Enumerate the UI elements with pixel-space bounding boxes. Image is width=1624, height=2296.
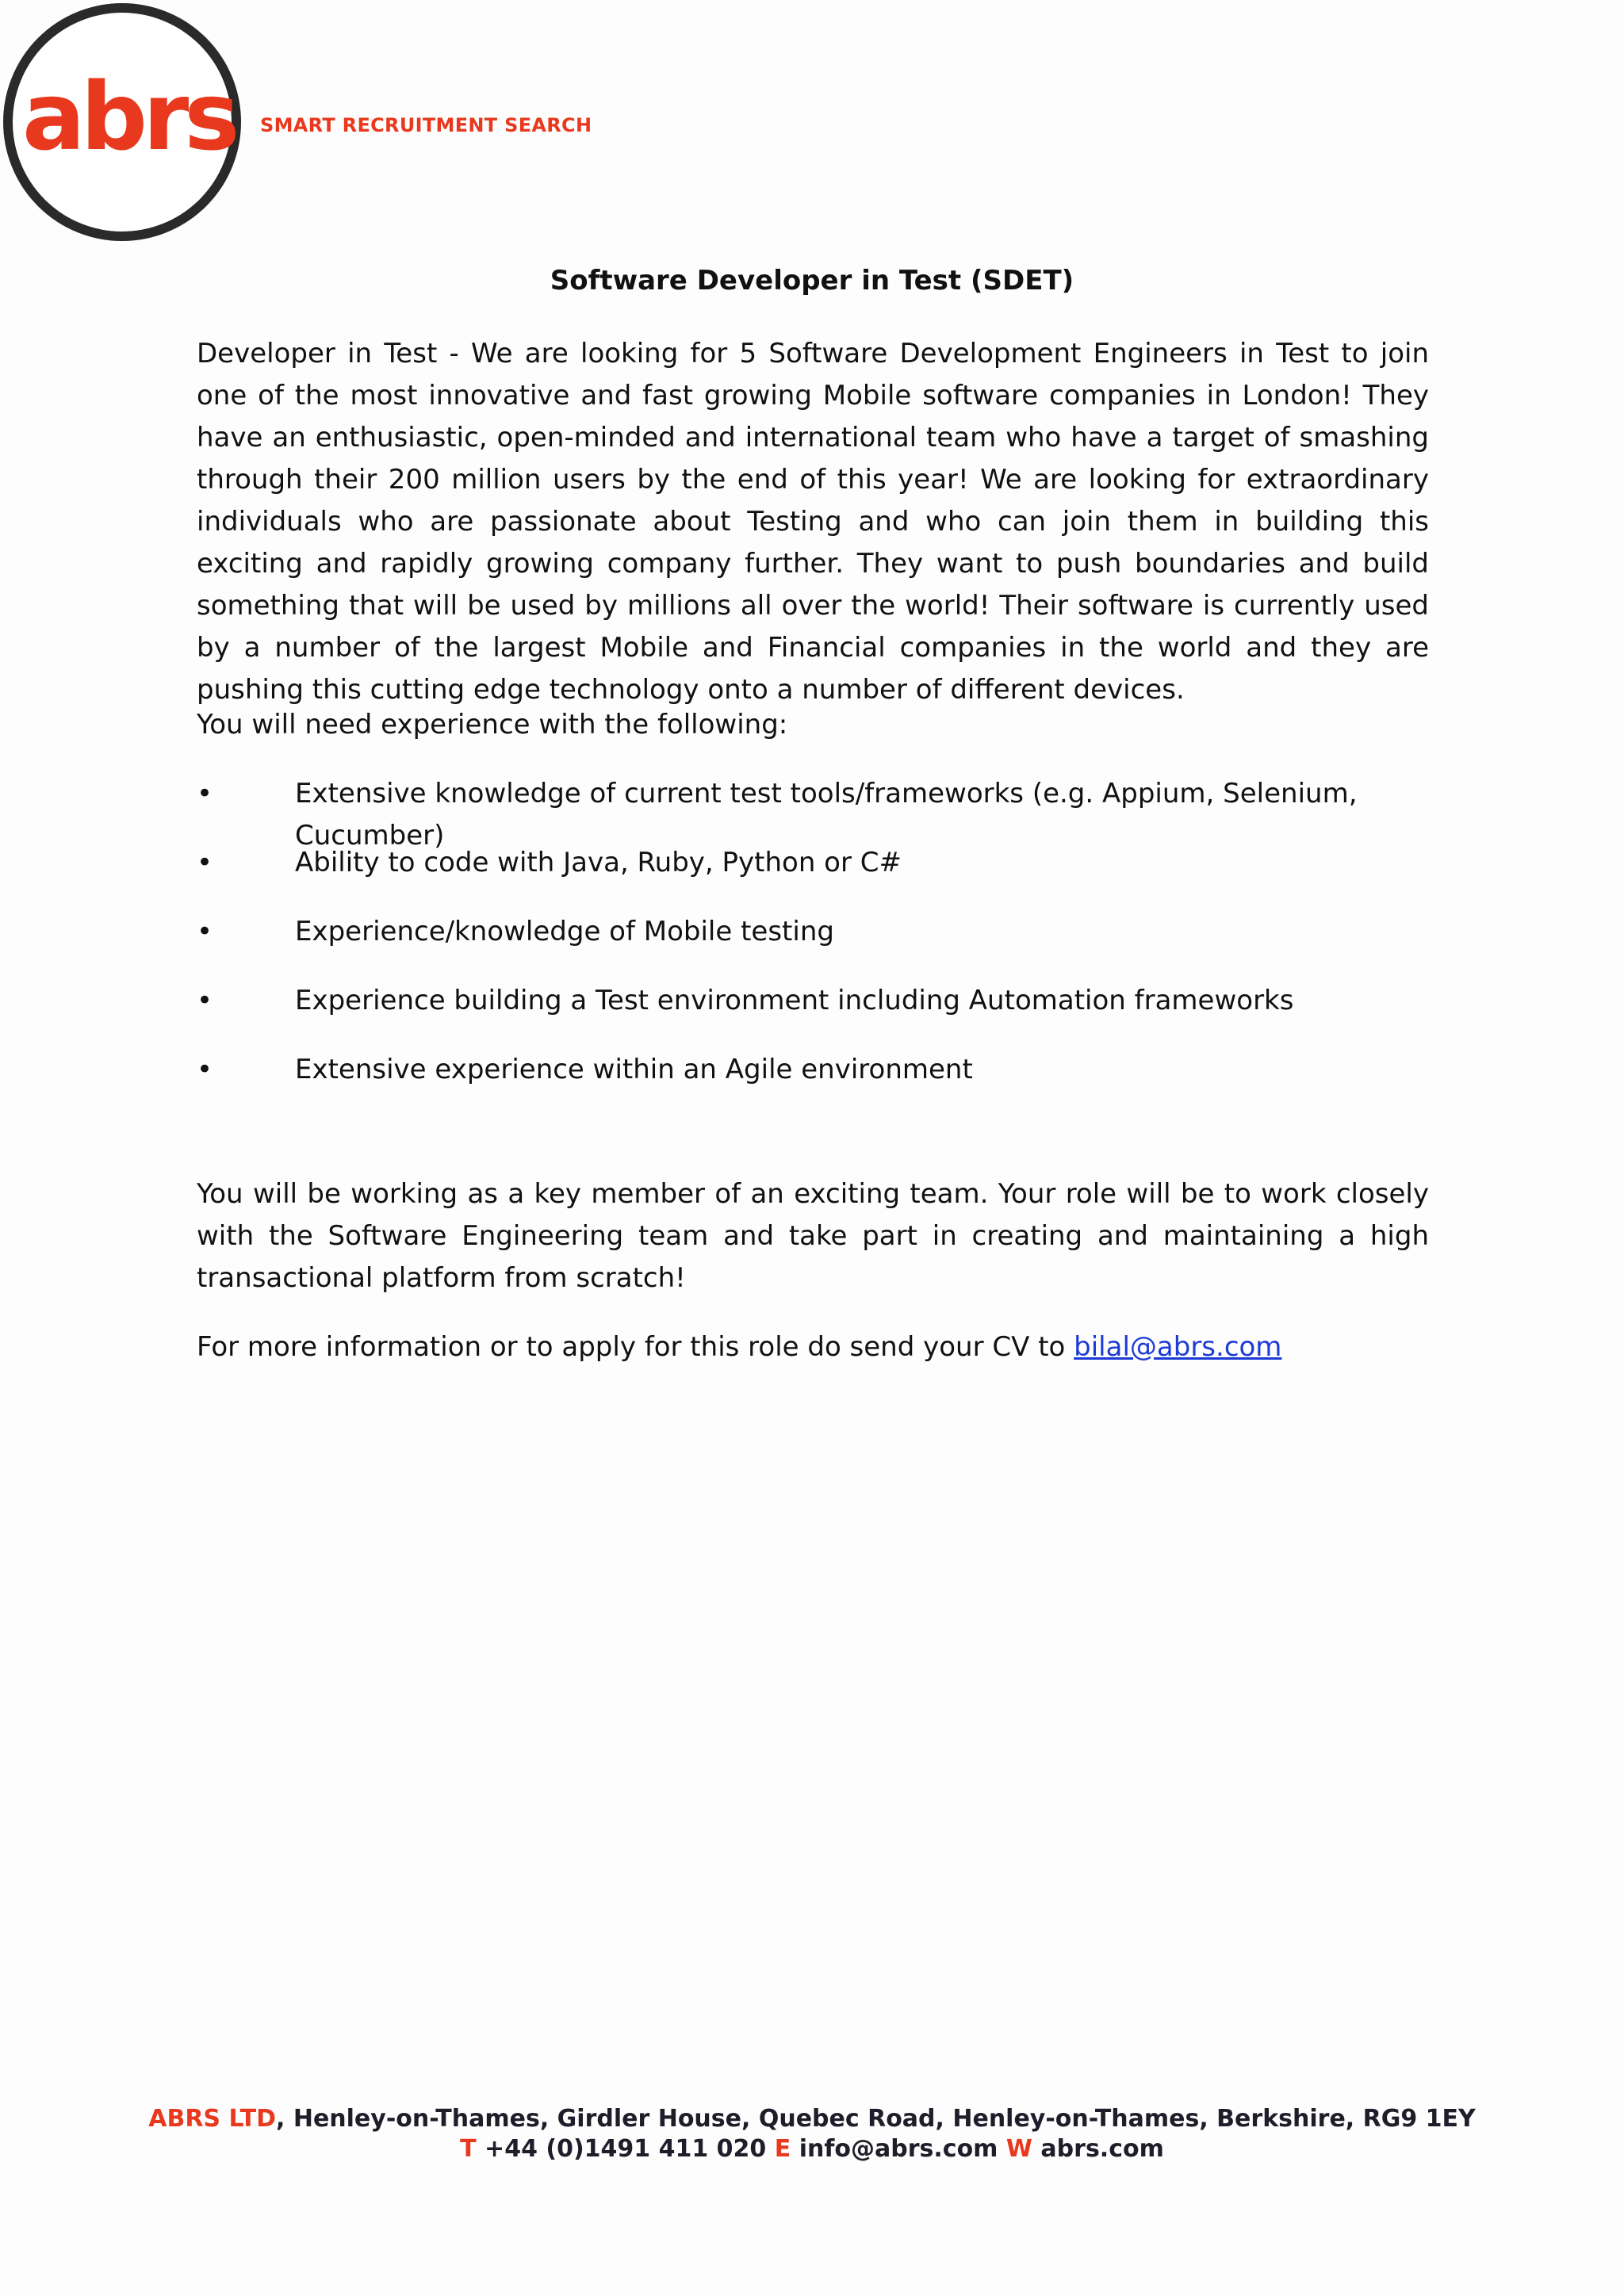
footer-contact-line bbox=[0, 2134, 1624, 2164]
bullet-icon: • bbox=[197, 985, 213, 1016]
bullet-icon: • bbox=[197, 847, 213, 878]
document-body bbox=[197, 333, 1429, 1368]
list-item-text: Experience building a Test environment including Automation frameworks bbox=[295, 985, 1294, 1016]
page-title: Software Developer in Test (SDET) bbox=[550, 265, 1074, 297]
list-item-text: Experience/knowledge of Mobile testing bbox=[295, 916, 834, 947]
footer-web-label: W bbox=[1005, 2135, 1032, 2163]
logo-tagline: SMART RECRUITMENT SEARCH bbox=[260, 114, 592, 136]
logo-wordmark: abrs bbox=[22, 62, 236, 171]
contact-text: For more information or to apply for this role do send your CV to bbox=[197, 1331, 1074, 1363]
list-item-text: Extensive experience within an Agile environment bbox=[295, 1054, 973, 1085]
footer-address: , Henley-on-Thames, Girdler House, Quebec Road, Henley-on-Thames, Berkshire, RG9 1EY bbox=[276, 2105, 1476, 2133]
footer-address-line bbox=[0, 2104, 1624, 2134]
footer-phone-label: T bbox=[460, 2135, 477, 2163]
role-paragraph: You will be working as a key member of an exciting team. Your role will be to work closely with the Software Engineering team and take part in creating and maintaining a high transactional platform from scratch! bbox=[197, 1178, 1429, 1294]
list-item bbox=[197, 773, 1429, 851]
list-item bbox=[197, 842, 1429, 884]
list-item bbox=[197, 980, 1429, 1022]
requirements-heading: You will need experience with the following: bbox=[197, 709, 788, 740]
footer bbox=[0, 2104, 1624, 2164]
bullet-icon: • bbox=[197, 778, 213, 809]
requirements-list bbox=[197, 773, 1429, 1091]
footer-web: abrs.com bbox=[1032, 2135, 1164, 2163]
bullet-icon: • bbox=[197, 916, 213, 947]
footer-email: info@abrs.com bbox=[791, 2135, 1006, 2163]
list-item-text: Extensive knowledge of current test tools/frameworks (e.g. Appium, Selenium, Cucumber) bbox=[295, 778, 1358, 851]
list-item-text: Ability to code with Java, Ruby, Python or C# bbox=[295, 847, 902, 878]
footer-company: ABRS LTD bbox=[148, 2105, 276, 2133]
intro-paragraph: Developer in Test - We are looking for 5 Software Development Engineers in Test to join one of the most innovative and fast growing Mobile software companies in London! They have an enthusiastic, open-minded and international team who have a target of smashing through their 200 million users by the end of this year! We are looking for extraordinary individuals who are passionate about Testing and who can join them in building this exciting and rapidly growing company further. They want to push boundaries and build something that will be used by millions all over the world! Their software is currently used by a number of the largest Mobile and Financial companies in the world and they are pushing this cutting edge technology onto a number of different devices. bbox=[197, 338, 1429, 706]
email-link[interactable]: bilal@abrs.com bbox=[1074, 1331, 1282, 1363]
bullet-icon: • bbox=[197, 1054, 213, 1085]
company-logo bbox=[0, 0, 603, 262]
contact-paragraph bbox=[197, 1326, 1429, 1368]
list-item bbox=[197, 1049, 1429, 1091]
footer-phone: +44 (0)1491 411 020 bbox=[476, 2135, 775, 2163]
footer-email-label: E bbox=[774, 2135, 791, 2163]
list-item bbox=[197, 911, 1429, 953]
